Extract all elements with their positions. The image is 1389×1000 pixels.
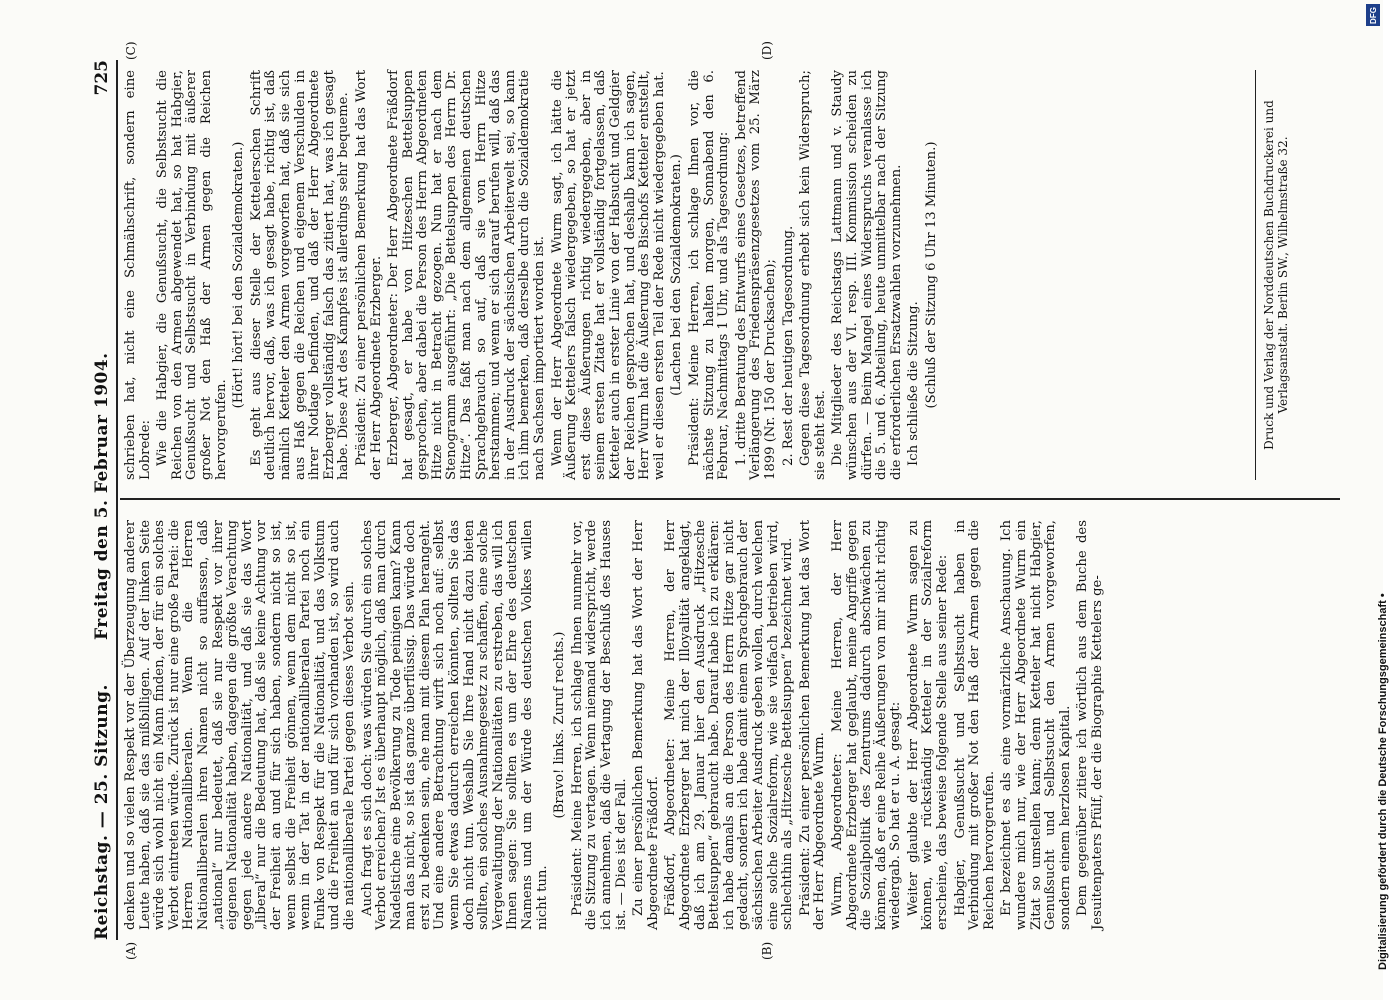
paragraph: Ich schließe die Sitzung.	[906, 301, 922, 466]
quotation: Habgier, Genußsucht und Selbstsucht haben in Verbindung mit großer Not den Haß der Armen gegen die Reichen hervorgerufen.	[952, 520, 997, 930]
interjection: (Bravo! links. Zuruf rechts.)	[552, 631, 568, 819]
imprint: Druck und Verlag der Norddeutschen Buchdruckerei und Verlagsanstalt. Berlin SW., Wilhelmstraße 32.	[1262, 100, 1290, 450]
paragraph: Präsident: Zu einer persönlichen Bemerkung hat das Wort der Herr Abgeordnete Wurm.	[797, 520, 828, 930]
paragraph: Zu einer persönlichen Bemerkung hat das Wort der Herr Abgeordnete Fräßdorf.	[631, 520, 661, 930]
paragraph: Die Mitglieder des Reichstags Lattmann und v. Staudy wünschen aus der VI. resp. III. Kommission scheiden zu dürfen. — Beim Mangel eines Widerspruchs veranlasse ich die 5. und 6. Abteilung, heute unmittelbar nach der Sitzung die erforderlichen Ersatzwahlen vorzunehmen.	[830, 70, 904, 480]
paragraph: Es geht aus dieser Stelle der Kettelerschen Schrift deutlich hervor, daß, was ich gesagt habe, richtig ist, daß nämlich Ketteler den Armen vorgeworfen hat, daß sie sich aus Haß gegen die Reichen und eigenem Verschulden in ihrer Notlage befinden, und daß der Herr Abgeordnete Erzberger vollständig falsch das zitiert hat, was ich gesagt habe. Diese Art des Kampfes ist allerdings sehr bequeme.	[248, 70, 352, 480]
marker-d: (D)	[760, 41, 774, 60]
marker-c: (C)	[124, 41, 138, 60]
column-divider	[120, 498, 1340, 500]
paragraph: Präsident: Zu einer persönlichen Bemerkung hat das Wort der Herr Abgeordnete Erzberger.	[353, 70, 384, 480]
rotated-page	[60, 40, 1380, 1000]
digitization-note-text: Digitalisierung gefördert durch die Deutsche Forschungsgemeinschaft •	[1377, 593, 1389, 970]
agenda-item: 1. dritte Beratung des Entwurfs eines Gesetzes, betreffend Verlängerung des Friedenspräsenzgesetzes vom 25. März 1899 (Nr. 150 der Drucksachen);	[733, 70, 778, 480]
interjection: (Hört! hört! bei den Sozialdemokraten.)	[231, 141, 247, 409]
closing-note: (Schluß der Sitzung 6 Uhr 13 Minuten.)	[923, 141, 939, 409]
paragraph: Fräßdorf, Abgeordneter: Meine Herren, der Herr Abgeordnete Erzberger hat mich der Illoyalität angeklagt, daß ich am 29. Januar hier den Ausdruck „Hitzesche Bettelsuppen“ gebraucht habe. Darauf habe ich zu erklären: ich habe damals an die Person des Herrn Hitze gar nicht gedacht, sondern ich habe damit einem Sprachgebrauch der sächsischen Arbeiter Ausdruck geben wollen, durch welchen eine solche Sozialreform, wie sie vielfach betrieben wird, schlechthin als „Hitzesche Bettelsuppen“ bezeichnet wird.	[663, 520, 796, 930]
page-number: 725	[92, 60, 112, 96]
right-column	[124, 70, 942, 480]
paragraph: schrieben hat, nicht eine Schmähschrift, sondern eine Lobrede:	[123, 70, 153, 480]
header-date: Freitag den 5. Februar 1904.	[92, 352, 112, 640]
header-left: Reichstag. — 25. Sitzung.	[92, 684, 112, 940]
marker-a: (A)	[124, 941, 138, 960]
paragraph: Auch fragt es sich doch: was würden Sie durch ein solches Verbot erreichen? Ist es überhaupt möglich, daß man durch Nadelstiche eine Bevölkerung zu Tode peinigen kann? Kann man das nicht, so ist das ganze überflüssig. Das würde doch erst zu bedenken sein, ehe man mit diesem Plan herangeht. Und eine andere Betrachtung wirft sich noch auf: selbst wenn Sie etwas dadurch erreichen könnten, sollten Sie das doch nicht tun. Weshalb Sie Ihre Hand nicht dazu bieten sollten, ein solches Ausnahmegesetz zu schaffen, eine solche Vergewaltigung der Nationalitäten zu erstreben, das will ich Ihnen sagen: Sie sollten es um der Ehre des deutschen Namens und um der Würde des deutschen Volkes willen nicht tun.	[359, 520, 550, 930]
paragraph: Gegen diese Tagesordnung erhebt sich kein Widerspruch; sie steht fest.	[798, 70, 828, 480]
paragraph: Präsident: Meine Herren, ich schlage Ihnen nunmehr vor, die Sitzung zu vertagen. Wenn niemand widerspricht, werde ich annehmen, daß die Vertagung der Beschluß des Hauses ist. — Dies ist der Fall.	[569, 520, 629, 930]
paragraph: Er bezeichnet es als eine vormärzliche Anschauung. Ich wundere mich nur, wie der Herr Abgeordnete Wurm ein Zitat so umstellen kann; denn Ketteler hat nicht Habgier, Genußsucht und Selbstsucht den Armen vorgeworfen, sondern einem herzlosen Kapital.	[999, 520, 1073, 930]
interjection: (Lachen bei den Sozialdemokraten.)	[669, 154, 685, 396]
paragraph: Weiter glaubte der Herr Abgeordnete Wurm sagen zu können, wie rückständig Ketteler in der Sozialreform erscheine, das beweise folgende Stelle aus seiner Rede:	[905, 520, 951, 930]
paragraph: Erzberger, Abgeordneter: Der Herr Abgeordnete Fräßdorf hat gesagt, er habe von Hitzeschen Bettelsuppen gesprochen, aber dabei die Person des Herrn Abgeordneten Hitze nicht in Betracht gezogen. Nun hat er nach dem Stenogramm ausgeführt: „Die Bettelsuppen des Herrn Dr. Hitze“. Das faßt man nach dem allgemeinen deutschen Sprachgebrauch so auf, daß sie von Herrn Hitze herstammen; und wenn er sich darauf berufen will, daß das in der Ausdruck der sächsischen Arbeiterwelt sei, so kann ich ihm bemerken, daß derselbe durch die Sozialdemokratie nach Sachsen importiert worden ist.	[386, 70, 548, 480]
paragraph: Wenn der Herr Abgeordnete Wurm sagt, ich hätte die Äußerung Kettelers falsch wiedergegeben, so hat er jetzt erst diese Äußerungen richtig wiedergegeben, aber in seinem ersten Zitate hat er vollständig fortgelassen, daß Ketteler auch in erster Linie von der Habsucht und Geldgier der Reichen gesprochen hat, und deshalb kann ich sagen, Herr Wurm hat die Äußerung des Bischofs Ketteler entstellt, weil er diesen ersten Teil der Rede nicht wiedergegeben hat.	[549, 70, 667, 480]
paragraph: Wurm, Abgeordneter: Meine Herren, der Herr Abgeordnete Erzberger hat geglaubt, meine Angriffe gegen die Sozialpolitik des Zentrums dadurch abschwächen zu können, daß er eine Reihe Äußerungen von mir nicht richtig wiedergab. So hat er u. A. gesagt:	[829, 520, 904, 930]
left-column	[124, 520, 1109, 930]
paragraph: Präsident: Meine Herren, ich schlage Ihnen vor, die nächste Sitzung zu halten morgen, Sonnabend den 6. Februar, Nachmittags 1 Uhr, und als Tagesordnung:	[686, 70, 732, 480]
marker-b: (B)	[760, 941, 774, 960]
paragraph: Dem gegenüber zitiere ich wörtlich aus dem Buche des Jesuitenpaters Pfülf, der die Biographie Kettelers ge-	[1075, 520, 1105, 930]
dfg-logo: DFG	[1366, 4, 1380, 26]
quotation: Wie die Habgier, die Genußsucht, die Selbstsucht die Reichen von den Armen abgewendet hat, so hat Habgier, Genußsucht und Selbstsucht in Verbindung mit äußerer großer Not den Haß der Armen gegen die Reichen hervorgerufen.	[155, 70, 229, 480]
digitization-note	[1365, 20, 1389, 980]
page-header	[90, 60, 118, 940]
paragraph: denken und so vielen Respekt vor der Überzeugung anderer Leute haben, daß sie das mißbilligen. Auf der linken Seite würde sich wohl nicht ein Mann finden, der für ein solches Verbot eintreten würde. Zurück ist nur eine große Partei: die Herren Nationalliberalen. Wenn die Herren Nationalliberalen ihren Namen nicht so auffassen, daß „national“ nur bedeutet, daß sie nur Respekt vor ihrer eigenen Nationalität haben, dagegen die größte Verachtung gegen jede andere Nationalität, und daß sie das Wort „liberal“ nur die Bedeutung hat, daß sie keine Achtung vor der Freiheit an und für sich haben, sondern nicht so ist, wenn selbst die Freiheit gönnen, wenn dem nicht so ist, wenn in der Tat in der nationalliberalen Partei noch ein Funke von Respekt für die Nationalität, und das Volkstum und die Freiheit an und für sich vorhanden ist, so wird auch die nationalliberale Partei gegen dieses Verbot sein.	[123, 520, 357, 930]
imprint-rule	[1255, 70, 1256, 480]
agenda-item: 2. Rest der heutigen Tagesordnung.	[780, 225, 796, 466]
